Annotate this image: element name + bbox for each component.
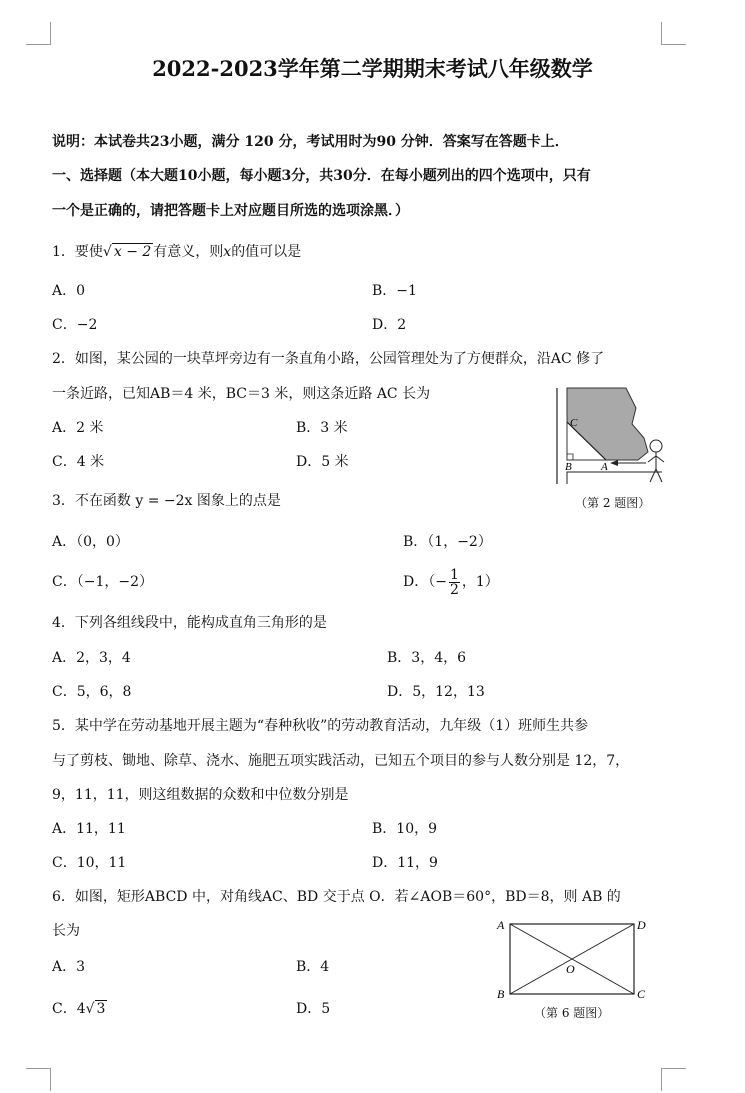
question-1-option-b: B．−1 bbox=[372, 283, 417, 299]
person-leg-right bbox=[656, 469, 662, 482]
label-o: O bbox=[566, 962, 575, 976]
exam-instructions: 说明：本试卷共23小题，满分 120 分，考试用时为90 分钟．答案写在答题卡上． bbox=[52, 134, 569, 150]
question-6-option-c bbox=[52, 1000, 107, 1018]
question-5-option-c: C．10，11 bbox=[52, 855, 127, 871]
question-6-figure bbox=[494, 914, 654, 1004]
question-1-stem-end: 的值可以是 bbox=[231, 244, 302, 260]
question-2-stem-line1: 2．如图，某公园的一块草坪旁边有一条直角小路，公园管理处为了方便群众，沿AC 修了 bbox=[52, 351, 605, 367]
question-6-option-c-prefix: C．4 bbox=[52, 1001, 86, 1017]
section-one-heading-line2: 一个是正确的，请把答题卡上对应题目所选的选项涂黑．） bbox=[52, 203, 409, 219]
section-one-heading-line1: 一、选择题（本大题10小题，每小题3分，共30分．在每小题列出的四个选项中，只有 bbox=[52, 168, 591, 184]
question-5-option-a: A．11，11 bbox=[52, 821, 126, 837]
fraction-one-half bbox=[449, 568, 460, 597]
label-b: B bbox=[565, 461, 572, 473]
question-2-option-b: B．3 米 bbox=[296, 420, 348, 436]
question-6-option-a: A．3 bbox=[52, 959, 86, 975]
question-2-option-a: A．2 米 bbox=[52, 420, 104, 436]
question-5-option-b: B．10，9 bbox=[372, 821, 438, 837]
question-1-stem bbox=[52, 243, 301, 261]
label-d: D bbox=[637, 918, 646, 932]
fraction-denominator: 2 bbox=[449, 581, 459, 598]
sqrt-sign: √ bbox=[85, 1001, 95, 1017]
figure-2-caption: （第 2 题图） bbox=[575, 496, 651, 510]
ground-line bbox=[567, 472, 662, 484]
crop-mark-top-right bbox=[661, 22, 686, 45]
question-6-stem-line1: 6．如图，矩形ABCD 中，对角线AC、BD 交于点 O．若∠AOB＝60°，BD＝8，则 AB 的 bbox=[52, 889, 621, 905]
question-3-option-d-prefix: D．（− bbox=[403, 574, 447, 590]
label-a: A bbox=[601, 461, 608, 473]
question-4-option-d: D．5，12，13 bbox=[387, 684, 485, 700]
question-5-stem-line1: 5．某中学在劳动基地开展主题为“春种秋收”的劳动教育活动，九年级（1）班师生共参 bbox=[52, 718, 589, 734]
question-6-option-d: D．5 bbox=[296, 1001, 331, 1017]
crop-mark-top-left bbox=[26, 22, 51, 45]
label-b: B bbox=[497, 987, 505, 1001]
person-arm-left bbox=[648, 456, 656, 462]
question-3-option-a: A．（0，0） bbox=[52, 534, 129, 550]
question-4-option-b: B．3，4，6 bbox=[387, 650, 467, 666]
crop-mark-bottom-right bbox=[661, 1068, 686, 1091]
question-5-stem-line2: 与了剪枝、锄地、除草、浇水、施肥五项实践活动，已知五个项目的参与人数分别是 12，7， bbox=[52, 753, 630, 769]
person-leg-left bbox=[650, 469, 656, 482]
question-1-option-d: D．2 bbox=[372, 317, 407, 333]
question-1-stem-middle: 有意义，则 bbox=[153, 244, 224, 260]
question-1-stem-start: 1．要使 bbox=[52, 244, 103, 260]
question-3-option-d bbox=[403, 562, 499, 602]
question-2-option-c: C．4 米 bbox=[52, 454, 105, 470]
question-6-option-c-radicand: 3 bbox=[96, 1001, 106, 1017]
question-2-stem-line2: 一条近路，已知AB＝4 米，BC＝3 米，则这条近路 AC 长为 bbox=[52, 386, 431, 402]
question-3-option-d-suffix: ，1） bbox=[461, 574, 499, 590]
question-4-stem: 4．下列各组线段中，能构成直角三角形的是 bbox=[52, 615, 327, 631]
question-6-stem-line2: 长为 bbox=[52, 923, 80, 939]
crop-mark-bottom-left bbox=[26, 1068, 51, 1091]
person-head bbox=[650, 440, 662, 452]
question-1-variable: x bbox=[223, 244, 232, 260]
question-3-option-c: C．（−1，−2） bbox=[52, 574, 153, 590]
question-3-option-b: B．（1，−2） bbox=[403, 534, 492, 550]
question-4-option-a: A．2，3，4 bbox=[52, 650, 131, 666]
fraction-numerator: 1 bbox=[449, 566, 459, 583]
question-2-figure bbox=[552, 386, 680, 488]
figure-6-caption: （第 6 题图） bbox=[534, 1006, 610, 1020]
arrow-head bbox=[610, 460, 618, 466]
label-c: C bbox=[637, 987, 646, 1001]
question-1-option-c: C．−2 bbox=[52, 317, 98, 333]
question-5-option-d: D．11，9 bbox=[372, 855, 438, 871]
question-1-option-a: A．0 bbox=[52, 283, 86, 299]
sqrt-sign: √ bbox=[102, 244, 112, 260]
exam-title: 2022-2023学年第二学期期末考试八年级数学 bbox=[152, 56, 593, 81]
question-2-option-d: D．5 米 bbox=[296, 454, 349, 470]
question-5-stem-line3: 9，11，11，则这组数据的众数和中位数分别是 bbox=[52, 787, 349, 803]
question-1-radicand: x − 2 bbox=[113, 244, 152, 260]
question-6-option-b: B．4 bbox=[296, 959, 330, 975]
question-4-option-c: C．5，6，8 bbox=[52, 684, 132, 700]
question-3-stem: 3．不在函数 y = −2x 图象上的点是 bbox=[52, 493, 281, 509]
person-arm-right bbox=[656, 456, 664, 462]
label-a: A bbox=[497, 918, 505, 932]
label-c: C bbox=[570, 417, 578, 429]
